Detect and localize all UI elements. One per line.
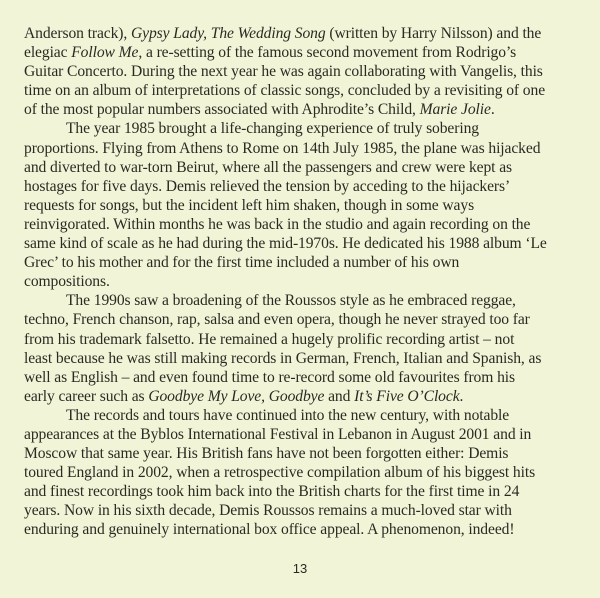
text-segment: and <box>324 387 355 405</box>
text-line <box>24 215 584 234</box>
italic-title: It’s Five O’Clock <box>354 387 460 405</box>
text-segment: . <box>459 387 464 405</box>
text-segment: hostages for five days. Demis relieved the tension by acceding to the hijackers’ <box>24 177 511 195</box>
text-line <box>24 501 584 520</box>
text-line <box>24 520 584 539</box>
text-line <box>24 368 584 387</box>
text-segment: , a re-setting of the famous second movement from Rodrigo’s <box>138 44 517 62</box>
text-segment: Anderson track), <box>24 25 131 42</box>
text-segment: elegiac <box>24 44 72 62</box>
text-line <box>24 482 584 501</box>
text-line <box>24 253 584 272</box>
text-segment: The year 1985 brought a life-changing experience of truly sobering <box>66 120 479 138</box>
text-line <box>24 310 584 329</box>
text-segment: years. Now in his sixth decade, Demis Roussos remains a much-loved star with <box>24 502 512 520</box>
text-segment: and finest recordings took him back into the British charts for the first time in 24 <box>24 483 520 501</box>
text-segment: from his trademark falsetto. He remained a hugely prolific recording artist – not <box>24 330 515 348</box>
text-line <box>24 272 584 291</box>
paragraph <box>24 406 584 540</box>
italic-title: Marie Jolie <box>419 101 491 119</box>
body-text <box>24 24 584 540</box>
text-line <box>24 291 584 310</box>
text-line <box>24 349 584 368</box>
text-segment: compositions. <box>24 273 110 291</box>
text-segment: (written by Harry Nilsson) and the <box>325 25 542 42</box>
text-segment: Moscow that same year. His British fans have not been forgotten either: Demis <box>24 445 509 463</box>
italic-title: Follow Me <box>71 44 139 62</box>
text-line <box>24 463 584 482</box>
italic-title: Gypsy Lady, The Wedding Song <box>130 25 326 42</box>
text-line <box>24 330 584 349</box>
text-segment: reinvigorated. Within months he was back in the studio and again recording on the <box>24 215 531 233</box>
text-segment: same kind of scale as he had during the mid-1970s. He dedicated his 1988 album ‘Le <box>24 235 547 253</box>
text-segment: enduring and genuinely international box office appeal. A phenomenon, indeed! <box>24 521 515 539</box>
text-line <box>24 196 584 215</box>
text-segment: techno, French chanson, rap, salsa and even opera, though he never strayed too far <box>24 311 530 329</box>
text-segment: early career such as <box>24 387 149 405</box>
text-line <box>24 177 584 196</box>
text-segment: The 1990s saw a broadening of the Roussos style as he embraced reggae, <box>66 292 516 310</box>
text-segment: Grec’ to his mother and for the first time included a number of his own <box>24 254 460 272</box>
text-line <box>24 43 584 62</box>
text-line <box>24 62 584 81</box>
text-segment: proportions. Flying from Athens to Rome on 14th July 1985, the plane was hijacked <box>24 139 541 157</box>
text-line <box>24 100 584 119</box>
text-segment: least because he was still making records in German, French, Italian and Spanish, as <box>24 349 542 367</box>
text-line <box>24 425 584 444</box>
paragraph <box>24 291 584 406</box>
text-segment: The records and tours have continued into the new century, with notable <box>66 406 510 424</box>
paragraph <box>24 119 584 291</box>
text-line <box>24 387 584 406</box>
paragraph <box>24 24 584 119</box>
text-segment: time on an album of interpretations of classic songs, concluded by a revisiting of one <box>24 82 546 100</box>
page-number: 13 <box>292 561 308 576</box>
italic-title: Goodbye My Love, Goodbye <box>148 387 325 405</box>
text-segment: requests for songs, but the incident left him shaken, though in some ways <box>24 196 475 214</box>
text-segment: and diverted to war-torn Beirut, where all the passengers and crew were kept as <box>24 158 512 176</box>
text-line <box>24 81 584 100</box>
text-line <box>24 139 584 158</box>
text-line <box>24 234 584 253</box>
text-line <box>24 444 584 463</box>
text-line <box>24 406 584 425</box>
text-segment: appearances at the Byblos International Festival in Lebanon in August 2001 and in <box>24 425 532 443</box>
text-segment: of the most popular numbers associated with Aphrodite’s Child, <box>24 101 420 119</box>
text-line <box>24 158 584 177</box>
text-segment: well as English – and even found time to re-record some old favourites from his <box>24 368 515 386</box>
text-segment: toured England in 2002, when a retrospective compilation album of his biggest hits <box>24 464 536 482</box>
text-line <box>24 24 584 43</box>
text-segment: . <box>490 101 495 119</box>
text-segment: Guitar Concerto. During the next year he was again collaborating with Vangelis, this <box>24 63 543 81</box>
text-line <box>24 119 584 138</box>
